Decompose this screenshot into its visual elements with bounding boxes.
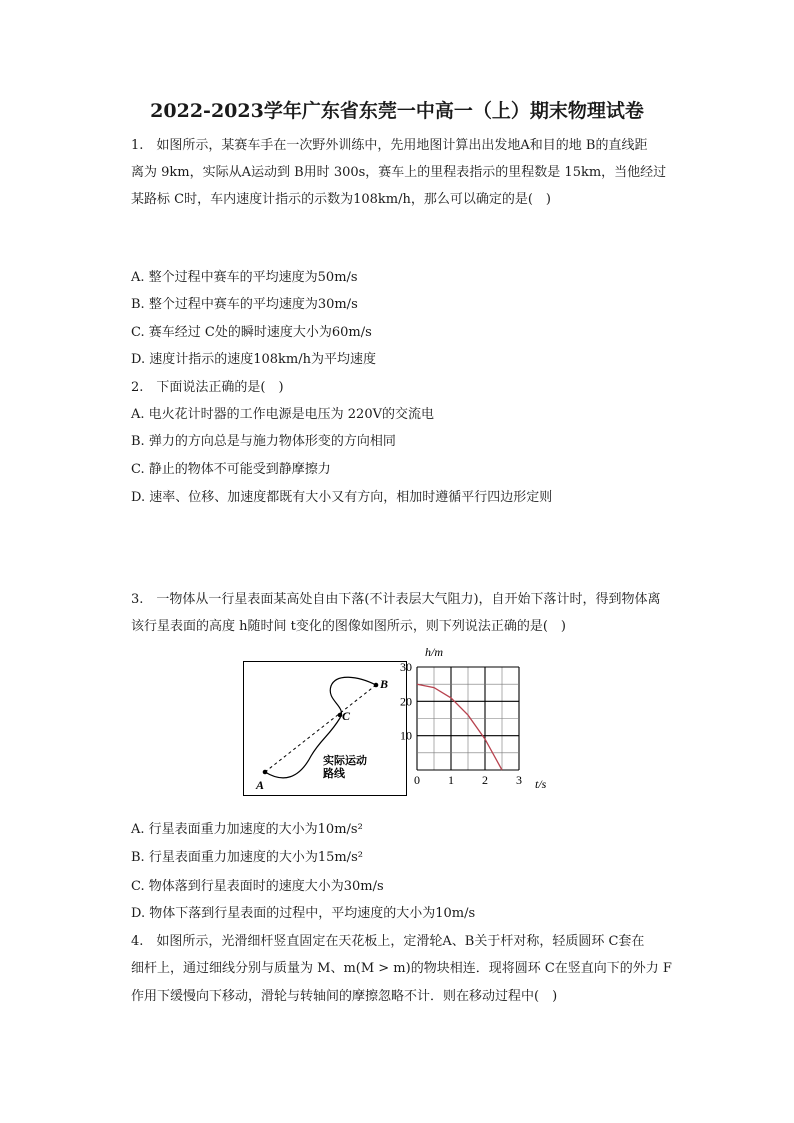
x-tick-label: 3 — [516, 773, 522, 787]
x-tick-label: 1 — [448, 773, 454, 787]
q3-option-c: C. 物体落到行星表面时的速度大小为30m/s — [131, 879, 384, 894]
q1-option-d: D. 速度计指示的速度108km/h为平均速度 — [131, 352, 376, 367]
q3-stem-line-1: 3. 一物体从一行星表面某高处自由下落(不计表层大气阻力)，自开始下落计时，得到物体离 — [131, 592, 661, 607]
point-a-label: A — [256, 778, 265, 792]
q1-stem-line-1: 1. 如图所示，某赛车手在一次野外训练中，先用地图计算出出发地A和目的地 B的直线距 — [131, 138, 648, 153]
q1-stem-line-2: 离为 9km，实际从A运动到 B用时 300s，赛车上的里程表指示的里程数是 15km，当他经过 — [131, 165, 667, 180]
q3-option-d: D. 物体下落到行星表面的过程中，平均速度的大小为10m/s — [131, 906, 476, 921]
q1-stem-line-3: 某路标 C时，车内速度计指示的示数为108km/h，那么可以确定的是( ) — [131, 192, 551, 207]
path-caption-line-1: 实际运动 — [323, 755, 367, 767]
q1-option-a: A. 整个过程中赛车的平均速度为50m/s — [131, 270, 358, 285]
q3-option-a: A. 行星表面重力加速度的大小为10m/s² — [131, 822, 363, 837]
y-tick-label: 10 — [400, 728, 412, 743]
q1-option-b: B. 整个过程中赛车的平均速度为30m/s — [131, 297, 358, 312]
q3-option-b: B. 行星表面重力加速度的大小为15m/s² — [131, 850, 363, 865]
q3-stem-line-2: 该行星表面的高度 h随时间 t变化的图像如图所示，则下列说法正确的是( ) — [131, 619, 567, 634]
q4-stem-line-1: 4. 如图所示，光滑细杆竖直固定在天花板上，定滑轮A、B关于杆对称，轻质圆环 C套在 — [131, 934, 645, 949]
q2-option-d: D. 速率、位移、加速度都既有大小又有方向，相加时遵循平行四边形定则 — [131, 490, 553, 505]
q2-option-c: C. 静止的物体不可能受到静摩擦力 — [131, 462, 331, 477]
q2-option-a: A. 电火花计时器的工作电源是电压为 220V的交流电 — [131, 407, 434, 422]
x-tick-label: 0 — [414, 773, 420, 787]
height-curve — [417, 684, 502, 770]
q4-stem-line-2: 细杆上，通过细线分别与质量为 M、m(M > m)的物块相连．现将圆环 C在竖直向下的外力 F — [131, 961, 672, 976]
q2-stem: 2. 下面说法正确的是( ) — [131, 380, 284, 395]
chart-y-axis-label: h/m — [425, 645, 443, 659]
motion-path-figure — [243, 661, 408, 816]
y-tick-label: 30 — [400, 660, 412, 674]
path-caption-line-2: 路线 — [323, 768, 345, 780]
point-c-label: C — [342, 709, 351, 723]
x-tick-label: 2 — [482, 773, 488, 787]
point-b-label: B — [380, 677, 389, 691]
height-time-chart — [395, 645, 555, 795]
q4-stem-line-3: 作用下缓慢向下移动，滑轮与转轴间的摩擦忽略不计．则在移动过程中( ) — [131, 989, 558, 1004]
y-tick-label: 20 — [400, 694, 412, 709]
q2-option-b: B. 弹力的方向总是与施力物体形变的方向相同 — [131, 434, 396, 449]
q1-option-c: C. 赛车经过 C处的瞬时速度大小为60m/s — [131, 325, 372, 340]
page-title: 2022-2023学年广东省东莞一中高一（上）期末物理试卷 — [150, 100, 644, 122]
chart-x-axis-label: t/s — [535, 777, 547, 791]
